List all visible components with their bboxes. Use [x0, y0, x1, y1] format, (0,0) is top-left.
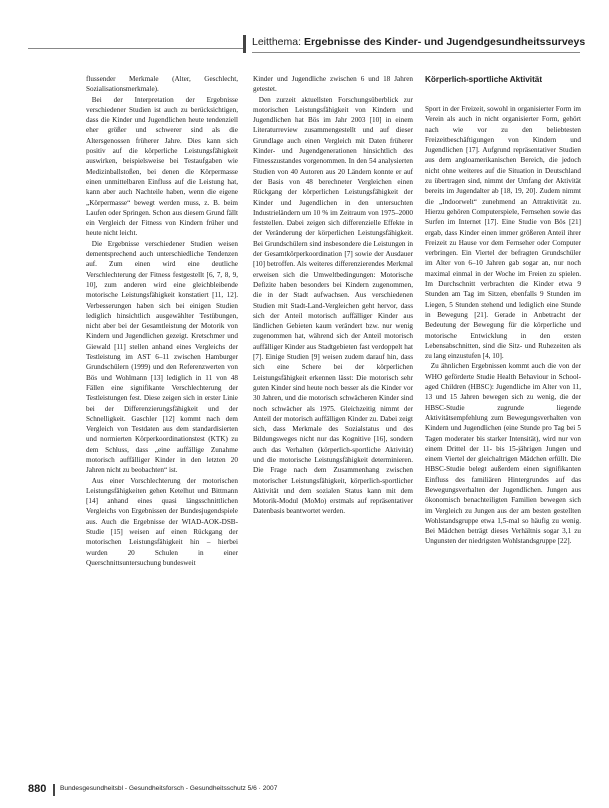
page-number: 880: [28, 783, 47, 795]
paragraph: Bei der Interpretation der Ergebnisse verschiedener Studien ist auch zu berücksichtigen, dass die Kinder und Jugendlichen heute tendenziell eher größer und schwerer sind als die Altersgenossen früherer Jahre. Dies kann sich positiv auf die körperliche Leistungsfähigkeit auswirken, beispielsweise bei Testaufgaben wie Medizinballstoßen, bei denen die Körpermasse einen unmittelbaren Einfluss auf die Leistung hat, kann aber auch Nachteile haben, wenn die eigene „Körpermasse“ bewegt werden muss, z. B. beim Laufen oder Springen. Schon aus diesem Grund fällt ein Vergleich der Fitness von Kindern früher und heute nicht leicht.: [86, 95, 238, 238]
paragraph: Kinder und Jugendliche zwischen 6 und 18 Jahren getestet.: [253, 75, 413, 94]
paragraph: flussender Merkmale (Alter, Geschlecht, Sozialisationsmerkmale).: [86, 75, 238, 94]
header-rule-right: [252, 52, 580, 53]
paragraph: Aus einer Vorschlechterung der motorischen Leistungsfähigkeiten gehen Ketelhut und Bittmann [14] anhand eines quasi längsschnittlichen Vergleichs von Ergebnissen der Bundesjugendspiele aus. Auch die Ergebnisse der WIAD-AOK-DSB-Studie [15] weisen auf einen Rückgang der motorischen Leistungsfähigkeit hin – hierbei wurden 20 Schulen in einer Querschnittsuntersuchung bundesweit: [86, 476, 238, 567]
header-bar: [243, 35, 246, 53]
page-footer: [28, 783, 588, 797]
header-title: Ergebnisse des Kinder- und Jugendgesundheitssurveys: [303, 36, 586, 48]
section-heading: Körperlich-sportliche Aktivität: [425, 75, 543, 84]
header-text: [252, 36, 585, 48]
paragraph: Sport in der Freizeit, sowohl in organisierter Form im Verein als auch in nicht organisierter Form, gehört nach wie vor zu den beliebtesten Freizeitbeschäftigungen von Kindern und Jugendlichen [17]. Aufgrund repräsentativer Studien aus dem angloamerikanischen Bereich, die jedoch nicht ohne weiteres auf die Situation in Deutschland zu übertragen sind, nimmt der Umfang der Aktivität bereits im Jugendalter ab [18, 19, 20]. Zudem nimmt die „Indoorwelt“ zunehmend an Attraktivität zu. Hierzu gehören Computerspiele, Fernsehen sowie das Surfen im Internet [17]. Eine Studie von Bös [21] ergab, dass Kinder einen immer größeren Anteil ihrer Freizeit zu Hause vor dem Fernseher oder Computer verbringen. Ein Viertel der befragten Grundschüler im Alter von 6–10 Jahren gab sogar an, nur noch maximal einmal in der Woche im Freien zu spielen. Im Durchschnitt verbrachten die Kinder etwa 9 Stunden am Tag im Sitzen, ebenfalls 9 Stunden im Liegen, 5 Stunden stehend und lediglich eine Stunde in Bewegung [21]. Gerade in Anbetracht der Bedeutung der Bewegung für die körperliche und motorische Entwicklung in den ersten Lebensabschnitten, sind die Sitz- und Ruhezeiten als zu lang einzustufen [4, 10].: [425, 105, 581, 361]
header-rule-left: [28, 48, 243, 49]
text-column-2: [253, 74, 413, 517]
running-header: [0, 33, 609, 53]
journal-citation: Bundesgesundheitsbl - Gesundheitsforsch - Gesundheitsschutz 5/6 · 2007: [60, 785, 278, 792]
paragraph: Zu ähnlichen Ergebnissen kommt auch die von der WHO geförderte Studie Health Behaviour in School-aged Children (HBSC): Jugendliche im Alter von 11, 13 und 15 Jahren bewegen sich zu wenig, die der HBSC-Studie zugrunde liegende Aktivitätsempfehlung zum Bewegungsverhalten von Kindern und Jugendlichen (eine Stunde pro Tag bei 5 Tagen moderater bis starker Intensität), wird nur von einem Drittel der 11- bis 15-jährigen Jungen und einem Viertel der gleichaltrigen Mädchen erfüllt. Die HBSC-Studie belegt außerdem einen signifikanten Einfluss des familiären Hintergrundes auf das Bewegungsverhalten der Jugendlichen. Jungen aus ökonomisch benachteiligten Familien bewegen sich im Vergleich zu Jungen aus der am besten gestellten Wohlstandsgruppe etwa 1,5-mal so häufig zu wenig. Bei Mädchen beträgt dieses Verhältnis sogar 3,1 zu Ungunsten der niedrigsten Wohlstandsgruppe [22].: [425, 362, 581, 546]
paragraph: Die Ergebnisse verschiedener Studien weisen dementsprechend auch unterschiedliche Tendenzen auf. Zum einen wird eine deutliche Verschlechterung der Fitness festgestellt [6, 7, 8, 9, 10], zum anderen wird eine gleichbleibende motorische Leistungsfähigkeit konstatiert [11, 12]. Verbesserungen haben sich bei einigen Studien lediglich hinsichtlich ausgewählter Testübungen, nicht aber bei der Gesamtleistung der Motorik von Kindern und Jugendlichen gezeigt. Kretschmer und Giewald [11] stellen anhand eines Vergleichs der Testleistung im AST 6–11 zwischen Hamburger Grundschülern (1999) und den Referenzwerten von Bös und Wohlmann [13] lediglich in 11 von 48 Fällen eine signifikante Verschlechterung der Testleistungen fest. Diese zeigen sich in erster Linie bei der Differenzierungsfähigkeit und der Schnelligkeit. Gaschler [12] kommt nach dem Vergleich von Testdaten aus dem standardisierten und normierten Körperkoordinationstest (KTK) zu dem Schluss, dass „eine auffällige Zunahme motorisch auffälliger Kinder in den letzten 20 Jahren nicht zu beobachten“ ist.: [86, 239, 238, 475]
text-column-3: [425, 74, 581, 547]
header-section-tag: Leitthema:: [252, 36, 302, 48]
text-column-1: [86, 74, 238, 568]
footer-bar: [53, 784, 55, 796]
paragraph: Den zurzeit aktuellsten Forschungsüberblick zur motorischen Leistungsfähigkeit von Kindern und Jugendlichen hat Bös im Jahr 2003 [10] in einem Literaturreview zusammengestellt und auf dieser Grundlage auch einen Vergleich mit Daten früherer Kinder- und Jugendgenerationen hinsichtlich des Fitnesszustandes vorgenommen. In den 54 analysierten Studien von 40 Autoren aus 20 Ländern konnte er auf der Basis von 48 berechneter Vergleichen einen Rückgang der körperlichen Leistungsfähigkeit der Kinder und Jugendlichen in den untersuchten Industrieländern um 10 % im Zeitraum von 1975–2000 feststellen. Dabei zeigen sich differenzielle Effekte in der Veränderung der körperlichen Leistungsfähigkeit. Bei Grundschülern sind insbesondere die Leistungen in der Gesamtkörperkoordination [7] sowie der Ausdauer [10] betroffen. Als weiteres differenzierendes Merkmal erweisen sich die Umweltbedingungen: Motorische Defizite haben besonders bei Kindern zugenommen, die in der Stadt aufwachsen. Aus verschiedenen Studien mit Stadt-Land-Vergleichen geht hervor, dass sich der Anteil motorisch auffälliger Kinder aus ländlichen Gebieten kaum verändert bzw. nur wenig zugenommen hat, während sich der Anteil motorisch auffälliger Kinder aus Stadtgebieten fast verdoppelt hat [7]. Einige Studien [9] weisen zudem darauf hin, dass sich eine Schere bei der körperlichen Leistungsfähigkeit erkennen lässt: Die motorisch sehr guten Kinder sind heute noch besser als die Kinder vor 30 Jahren, und die motorisch schwächeren Kinder sind noch schwächer als 1975. Gleichzeitig nimmt der Anteil der motorisch auffälligen Kinder zu. Dabei zeigt sich, dass Merkmale des Sozialstatus und des Bildungsweges nicht nur das Kognitive [16], sondern auch das Verhalten (körperlich-sportliche Aktivität) und die motorische Leistungsfähigkeit determinieren. Die Frage nach dem Zusammenhang zwischen motorischer Leistungsfähigkeit, körperlich-sportlicher Aktivität und dem sozialen Status kann mit dem Motorik-Modul (MoMo) erstmals auf repräsentativer Datenbasis beantwortet werden.: [253, 95, 413, 516]
